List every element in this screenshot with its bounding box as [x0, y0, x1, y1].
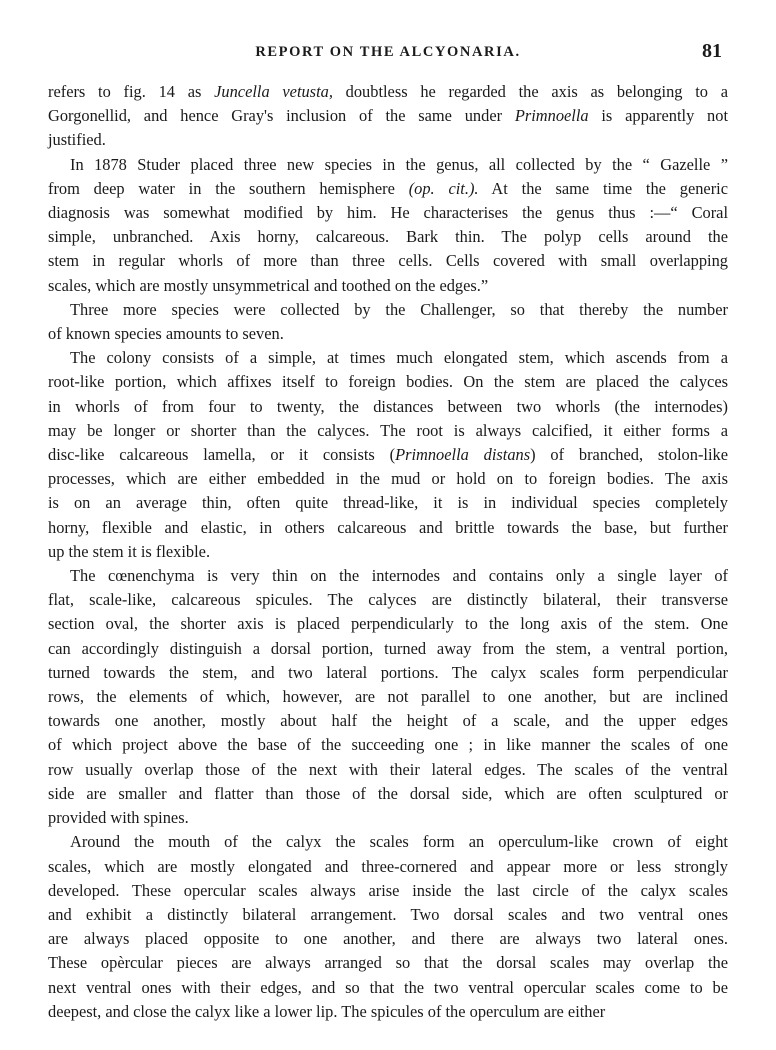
italic-term: Juncella vetusta, [214, 82, 333, 101]
text-run: may be longer or shorter than the calyces. The root is always calcified, it either forms a [48, 420, 728, 440]
text-run: Around the mouth of the calyx the scales form an operculum-like crown of eight [70, 832, 728, 852]
text-run: diagnosis was somewhat modified by him. He characterises the genus thus :—“ Coral [48, 203, 728, 223]
text-line [48, 709, 728, 733]
paragraph [48, 346, 728, 564]
paragraph [48, 830, 728, 1024]
text-run: simple, unbranched. Axis horny, calcareous. Bark thin. The polyp cells around the [48, 227, 728, 247]
page-header [48, 40, 728, 64]
text-run: stem in regular whorls of more than three cells. Cells covered with small overlapping [48, 251, 728, 271]
text-run: section oval, the shorter axis is placed perpendicularly to the long axis of the stem. One [48, 614, 728, 634]
text-line [48, 395, 728, 419]
text-line [48, 903, 728, 927]
text-run: deepest, and close the calyx like a lower lip. The spicules of the operculum are either [48, 1001, 606, 1021]
page [48, 40, 728, 1024]
text-run: The cœnenchyma is very thin on the internodes and contains only a single layer of [70, 566, 728, 586]
text-run: provided with spines. [48, 808, 189, 828]
text-run: refers to fig. 14 as [48, 82, 215, 101]
text-run: At the same time the generic [478, 178, 728, 198]
text-run: turned towards the stem, and two lateral portions. The calyx scales form perpendicular [48, 662, 728, 682]
text-line [48, 976, 728, 1000]
text-run: These opèrcular pieces are always arranged so that the dorsal scales may overlap the [48, 953, 728, 973]
text-line [48, 733, 728, 757]
text-line [48, 782, 728, 806]
text-line [48, 491, 728, 515]
text-line [48, 225, 728, 249]
text-line [48, 806, 728, 830]
text-line [48, 588, 728, 612]
text-line [48, 564, 728, 588]
text-line [48, 879, 728, 903]
text-run: scales, which are mostly unsymmetrical and toothed on the edges.” [48, 275, 489, 295]
text-run: of known species amounts to seven. [48, 324, 284, 344]
italic-term: Primnoella distans [395, 445, 531, 465]
text-run: Three more species were collected by the Challenger, so that thereby the number [70, 299, 728, 319]
italic-term: Primnoella [514, 106, 589, 126]
text-run: in whorls of from four to twenty, the distances between two whorls (the internodes) [48, 396, 728, 416]
text-run: root-like portion, which affixes itself to foreign bodies. On the stem are placed the calyces [48, 372, 728, 392]
text-run: of which project above the base of the succeeding one ; in like manner the scales of one [48, 735, 728, 755]
text-line [48, 540, 728, 564]
text-line [48, 249, 728, 273]
text-run: developed. These opercular scales always arise inside the last circle of the calyx scales [48, 880, 728, 900]
text-line [48, 274, 728, 298]
text-run: processes, which are either embedded in the mud or hold on to foreign bodies. The axis [48, 469, 728, 489]
text-run: up the stem it is flexible. [48, 541, 211, 561]
text-run: flat, scale-like, calcareous spicules. The calyces are distinctly bilateral, their transverse [48, 590, 728, 610]
text-line [48, 685, 728, 709]
text-run: from deep water in the southern hemisphere [48, 178, 409, 198]
text-run: is apparently not [588, 106, 729, 126]
text-run: towards one another, mostly about half the height of a scale, and the upper edges [48, 711, 728, 731]
paragraph [48, 80, 728, 153]
text-line [48, 177, 728, 201]
text-line [48, 80, 728, 104]
text-line [48, 370, 728, 394]
text-line [48, 516, 728, 540]
text-line [48, 443, 728, 467]
text-line [48, 201, 728, 225]
page-number: 81 [702, 40, 722, 62]
text-run: horny, flexible and elastic, in others calcareous and brittle towards the base, but further [48, 517, 728, 537]
text-run: In 1878 Studer placed three new species in the genus, all collected by the “ Gazelle ” [70, 154, 728, 174]
text-run: rows, the elements of which, however, are not parallel to one another, but are inclined [48, 687, 728, 707]
running-title: REPORT ON THE ALCYONARIA. [255, 44, 521, 60]
text-run: scales, which are mostly elongated and three-cornered and appear more or less strongly [48, 856, 728, 876]
text-run: can accordingly distinguish a dorsal portion, turned away from the stem, a ventral portion, [48, 638, 728, 658]
text-run: is on an average thin, often quite thread-like, it is in individual species completely [48, 493, 728, 513]
text-run: ) of branched, stolon-like [530, 445, 728, 465]
text-line [48, 612, 728, 636]
text-run: next ventral ones with their edges, and so that the two ventral opercular scales come to be [48, 977, 728, 997]
text-line [48, 855, 728, 879]
text-run: are always placed opposite to one another, and there are always two lateral ones. [48, 929, 728, 949]
text-line [48, 661, 728, 685]
paragraph [48, 153, 728, 298]
text-line [48, 951, 728, 975]
text-line [48, 346, 728, 370]
paragraph [48, 298, 728, 346]
text-line [48, 153, 728, 177]
text-line [48, 104, 728, 128]
italic-term: (op. cit.). [408, 178, 479, 198]
text-run: Gorgonellid, and hence Gray's inclusion of the same under [48, 106, 515, 126]
text-run: and exhibit a distinctly bilateral arrangement. Two dorsal scales and two ventral ones [48, 904, 728, 924]
text-line [48, 830, 728, 854]
text-run: The colony consists of a simple, at times much elongated stem, which ascends from a [70, 348, 728, 368]
paragraph [48, 564, 728, 830]
text-line [48, 1000, 728, 1024]
text-line [48, 637, 728, 661]
text-line [48, 298, 728, 322]
text-run: disc-like calcareous lamella, or it consists ( [48, 445, 396, 465]
text-run: doubtless he regarded the axis as belonging to a [332, 82, 729, 101]
text-line [48, 927, 728, 951]
text-run: row usually overlap those of the next with their lateral edges. The scales of the ventral [48, 759, 728, 779]
text-run: justified. [48, 130, 106, 150]
text-line [48, 467, 728, 491]
text-line [48, 322, 728, 346]
text-line [48, 419, 728, 443]
text-line [48, 128, 728, 152]
text-run: side are smaller and flatter than those of the dorsal side, which are often sculptured or [48, 783, 728, 803]
body-text [48, 80, 728, 1024]
text-line [48, 758, 728, 782]
